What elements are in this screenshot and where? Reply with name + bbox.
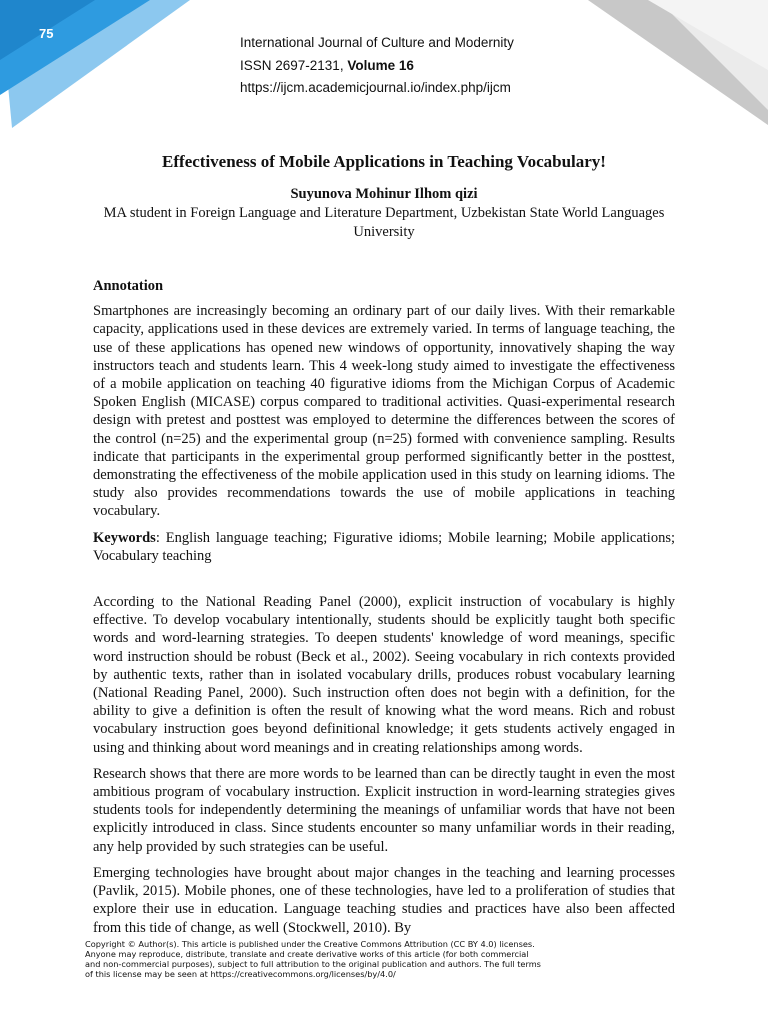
keywords-text: : English language teaching; Figurative idioms; Mobile learning; Mobile applications; Vocabulary teaching: [93, 529, 675, 564]
journal-issn-line: [240, 55, 514, 78]
license-line: of this license may be seen at https://creativecommons.org/licenses/by/4.0/: [85, 969, 396, 979]
license-line: Copyright © Author(s). This article is published under the Creative Commons Attribution (CC BY 4.0) licenses.: [85, 939, 535, 949]
journal-volume: Volume 16: [347, 57, 414, 73]
journal-name: International Journal of Culture and Modernity: [240, 35, 514, 50]
article-author: Suyunova Mohinur Ilhom qizi: [290, 186, 478, 202]
license-line: Anyone may reproduce, distribute, translate and create derivative works of this article (for both commercial: [85, 949, 529, 959]
author-affiliation: MA student in Foreign Language and Literature Department, Uzbekistan State World Languages University: [103, 205, 665, 240]
title-block: [80, 151, 688, 242]
journal-header: [240, 32, 514, 100]
body-paragraph: Emerging technologies have brought about major changes in the teaching and learning processes (Pavlik, 2015). Mobile phones, one of these technologies, have led to a proliferation of studies that explore their use in education. Language teaching studies and practices have also been affected from this tide of change, as well (Stockwell, 2010). By: [93, 864, 675, 936]
body-paragraph: Research shows that there are more words to be learned than can be directly taught in even the most ambitious program of vocabulary instruction. Explicit instruction in word-learning strategies gives students tools for independently determining the meanings of unfamiliar words that have not been explicitly introduced in class. Since students encounter so many unfamiliar words in their reading, any help provided by such strategies can be useful.: [93, 765, 675, 855]
article-title: Effectiveness of Mobile Applications in Teaching Vocabulary!: [162, 152, 606, 171]
journal-url: https://ijcm.academicjournal.io/index.php/ijcm: [240, 80, 511, 95]
header-corner-decoration-right: [588, 0, 768, 130]
license-line: and non-commercial purposes), subject to full attribution to the original publication and authors. The full terms: [85, 959, 541, 969]
journal-issn: ISSN 2697-2131,: [240, 57, 348, 73]
body-paragraph: According to the National Reading Panel (2000), explicit instruction of vocabulary is highly effective. To develop vocabulary intentionally, students should be explicitly taught both specific words and word-learning strategies. To deepen students' knowledge of word meanings, specific word instruction should be robust (Beck et al., 2002). Seeing vocabulary in rich contexts provided by authentic texts, rather than in isolated vocabulary drills, produces robust vocabulary learning (National Reading Panel, 2000). Such instruction often does not begin with a definition, for the ability to give a definition is often the result of knowing what the word means. Rich and robust vocabulary instruction goes beyond definitional knowledge; it gets students actively engaged in using and thinking about word meanings and in creating relationships among words.: [93, 594, 675, 756]
page-number: 75: [39, 26, 54, 41]
article-body: [93, 277, 675, 937]
annotation-text: Smartphones are increasingly becoming an ordinary part of our daily lives. With their remarkable capacity, applications used in these devices are extremely varied. In terms of language teaching, the use of these applications has opened new windows of opportunity, innovatively shaping the way instructors teach and students learn. This 4 week-long study aimed to investigate the effectiveness of a mobile application on teaching 40 figurative idioms from the Michigan Corpus of Academic Spoken English (MICASE) corpus compared to traditional activities. Quasi-experimental research design with pretest and posttest was employed to determine the differences between the scores of the control (n=25) and the experimental group (n=25) formed with convenience sampling. Results indicate that participants in the experimental group performed significantly better in the posttest, demonstrating the effectiveness of the mobile application used in this study on learning idioms. The study also provides recommendations towards the use of mobile applications in teaching vocabulary.: [93, 303, 675, 520]
header-corner-decoration-left: [0, 0, 200, 130]
keywords: [93, 529, 675, 565]
annotation-heading: Annotation: [93, 278, 164, 294]
keywords-label: Keywords: [93, 529, 156, 546]
license-footer: [85, 939, 625, 979]
